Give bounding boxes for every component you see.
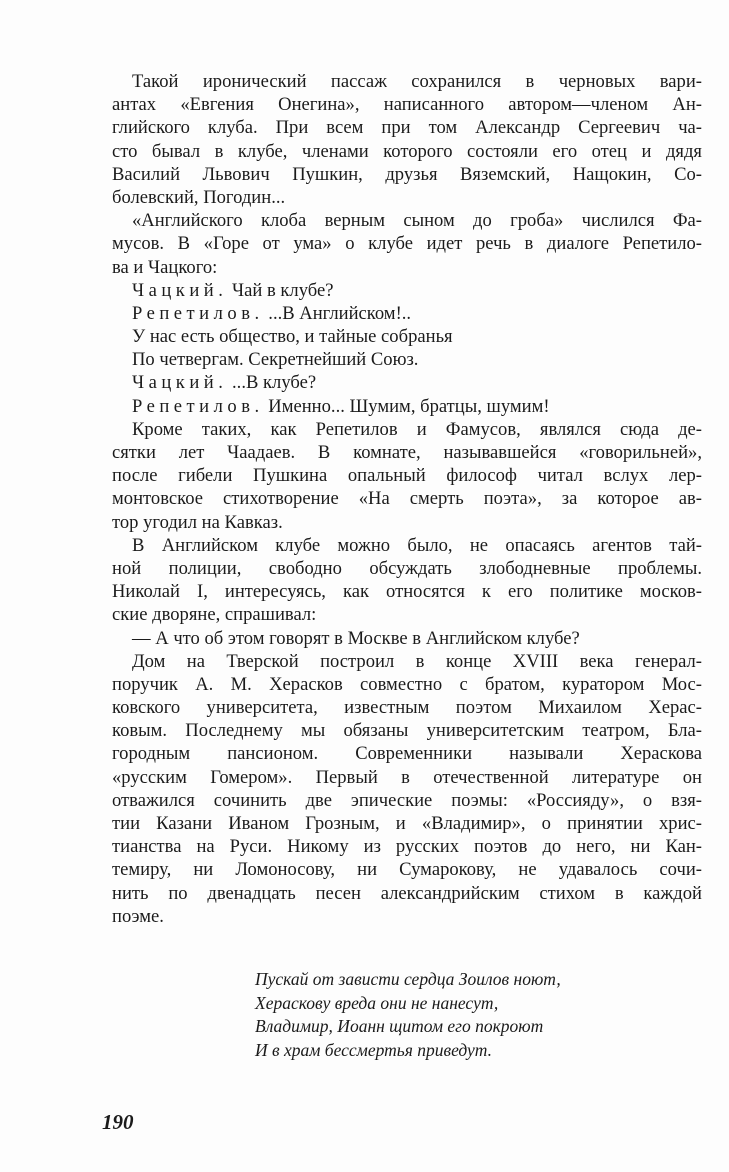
text-line: поручик А. М. Херасков совместно с братом, куратором Мос- xyxy=(112,673,702,695)
paragraph xyxy=(112,534,702,627)
paragraph xyxy=(112,627,702,650)
text-line: — А что об этом говорят в Москве в Английском клубе? xyxy=(132,627,580,649)
page-number: 190 xyxy=(102,1110,134,1134)
speech-text: ...В клубе? xyxy=(227,372,317,394)
text-line: ковского университета, известным поэтом Михаилом Херас- xyxy=(112,697,702,719)
speech-text: Именно... Шумим, братцы, шумим! xyxy=(263,395,550,417)
text-line: Николай I, интересуясь, как относятся к его политике москов- xyxy=(112,581,702,603)
dialog-line xyxy=(112,395,702,418)
poem-line: Владимир, Иоанн щитом его покроют xyxy=(255,1016,544,1037)
dialog-excerpt xyxy=(112,279,702,418)
speaker-name: Чацкий. xyxy=(132,372,228,394)
text-line: «Английского клоба верным сыном до гроба» числился Фа- xyxy=(132,210,702,232)
speech-text: У нас есть общество, и тайные собранья xyxy=(132,326,453,348)
text-line: тии Казани Иваном Грозным, и «Владимир», о принятии хрис- xyxy=(112,813,702,834)
text-line: Такой иронический пассаж сохранился в черновых вари- xyxy=(132,71,702,92)
text-line: ковым. Последнему мы обязаны университетским театром, Бла- xyxy=(112,720,702,742)
dialog-line xyxy=(112,279,702,302)
poem-line: Хераскову вреда они не нанесут, xyxy=(255,992,499,1013)
text-line: сто бывал в клубе, членами которого состояли его отец и дядя xyxy=(112,140,702,162)
text-line: тор угодил на Кавказ. xyxy=(112,511,283,533)
speaker-name: Репетилов. xyxy=(132,302,264,324)
speech-text: ...В Английском!.. xyxy=(263,302,412,324)
speech-text: Чай в клубе? xyxy=(227,279,334,301)
text-line: нить по двенадцать песен александрийским стихом в каждой xyxy=(112,882,702,904)
dialog-line xyxy=(112,348,702,371)
poem-epigraph xyxy=(255,968,675,1062)
dialog-line xyxy=(112,371,702,394)
text-line: ной полиции, свободно обсуждать злободневные проблемы. xyxy=(112,557,702,579)
paragraph xyxy=(112,209,702,279)
paragraph xyxy=(112,70,702,209)
body-text xyxy=(112,70,702,928)
text-line: городным пансионом. Современники называли Хераскова xyxy=(112,743,702,765)
text-line: Дом на Тверской построил в конце XVIII века генерал- xyxy=(132,650,702,672)
text-line: антах «Евгения Онегина», написанного автором—членом Ан- xyxy=(112,94,702,116)
speaker-name: Репетилов. xyxy=(132,395,264,417)
poem-line: И в храм бессмертья приведут. xyxy=(255,1039,493,1060)
text-line: отважился сочинить две эпические поэмы: «Россияду», о взя- xyxy=(112,789,702,811)
paragraph xyxy=(112,418,702,534)
dialog-line xyxy=(112,302,702,325)
text-line: глийского клуба. При всем при том Александр Сергеевич ча- xyxy=(112,117,702,139)
text-line: Кроме таких, как Репетилов и Фамусов, являлся сюда де- xyxy=(132,418,702,440)
text-line: мусов. В «Горе от ума» о клубе идет речь в диалоге Репетило- xyxy=(112,233,702,255)
dialog-line xyxy=(112,325,702,348)
speech-text: По четвергам. Секретнейший Союз. xyxy=(132,349,419,371)
text-line: поэме. xyxy=(112,905,164,927)
text-line: болевский, Погодин... xyxy=(112,186,286,208)
text-line: после гибели Пушкина опальный философ читал вслух лер- xyxy=(112,465,702,487)
text-line: «русским Гомером». Первый в отечественной литературе он xyxy=(112,766,702,788)
speaker-name: Чацкий. xyxy=(132,279,228,301)
text-line: сятки лет Чаадаев. В комнате, называвшейся «говорильней», xyxy=(112,442,702,463)
poem-line: Пускай от зависти сердца Зоилов ноют, xyxy=(255,969,561,989)
text-line: ва и Чацкого: xyxy=(112,256,218,278)
text-line: В Английском клубе можно было, не опасаясь агентов тай- xyxy=(132,534,702,556)
text-line: монтовское стихотворение «На смерть поэта», за которое ав- xyxy=(112,488,702,510)
paragraph xyxy=(112,650,702,928)
text-line: Василий Львович Пушкин, друзья Вяземский, Нащокин, Со- xyxy=(112,163,702,185)
text-line: темиру, ни Ломоносову, ни Сумарокову, не удавалось сочи- xyxy=(112,859,702,881)
text-line: тианства на Руси. Никому из русских поэтов до него, ни Кан- xyxy=(112,836,702,858)
text-line: ские дворяне, спрашивал: xyxy=(112,604,317,626)
